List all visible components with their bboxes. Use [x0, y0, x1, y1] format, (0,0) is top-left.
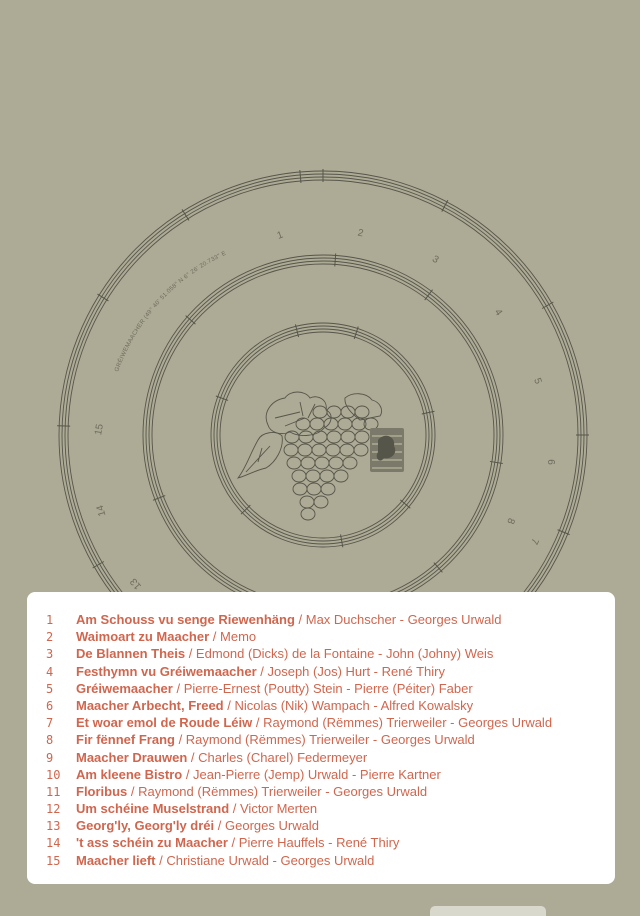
separator: /	[185, 645, 196, 662]
grape-berry	[355, 431, 369, 443]
track-number-label: 1	[276, 229, 285, 241]
track-number-label: 6	[545, 459, 556, 465]
grape-berry	[334, 470, 348, 482]
grape-berry	[292, 470, 306, 482]
track-credits: Raymond (Rëmmes) Trierweiler - Georges Urwald	[186, 731, 475, 748]
track-number: 2	[46, 629, 76, 646]
track-title: Festhymn vu Gréiwemaacher	[76, 663, 257, 680]
track-title: Et woar emol de Roude Léiw	[76, 714, 252, 731]
track-row[interactable]	[46, 817, 615, 834]
separator: /	[295, 611, 306, 628]
track-credits: Georges Urwald	[225, 817, 319, 834]
grape-berry	[284, 444, 298, 456]
track-numbers	[93, 228, 556, 592]
grape-berry	[306, 470, 320, 482]
separator: /	[173, 680, 184, 697]
track-credits: Raymond (Rëmmes) Trierweiler - Georges Urwald	[138, 783, 427, 800]
track-number: 4	[46, 664, 76, 681]
track-number-label: 13	[128, 575, 144, 591]
groove-ring	[143, 255, 503, 615]
track-marker	[442, 200, 448, 211]
track-number: 7	[46, 715, 76, 732]
track-number: 5	[46, 681, 76, 698]
track-marker	[153, 496, 165, 501]
track-number-label: 15	[93, 423, 106, 436]
track-credits: Edmond (Dicks) de la Fontaine - John (Johny) Weis	[196, 645, 493, 662]
separator: /	[224, 697, 235, 714]
grape-berry	[340, 444, 354, 456]
track-row[interactable]	[46, 731, 615, 748]
track-row[interactable]	[46, 852, 615, 869]
track-credits: Charles (Charel) Federmeyer	[198, 749, 367, 766]
track-title: Georg'ly, Georg'ly dréi	[76, 817, 214, 834]
grape-berry	[313, 431, 327, 443]
track-title: Maacher Drauwen	[76, 749, 187, 766]
track-row[interactable]	[46, 628, 615, 645]
grape-berry	[341, 431, 355, 443]
separator: /	[252, 714, 263, 731]
track-credits: Victor Merten	[240, 800, 317, 817]
separator: /	[182, 766, 193, 783]
track-number-label: 8	[504, 516, 516, 525]
track-row[interactable]	[46, 645, 615, 662]
track-number: 8	[46, 732, 76, 749]
grape-berry	[338, 418, 352, 430]
grape-berry	[315, 457, 329, 469]
track-number-label: 2	[357, 228, 365, 240]
track-marker	[241, 505, 250, 514]
grape-berry	[329, 457, 343, 469]
track-credits: Pierre-Ernest (Poutty) Stein - Pierre (Péiter) Faber	[184, 680, 473, 697]
track-credits: Jean-Pierre (Jemp) Urwald - Pierre Kartner	[193, 766, 441, 783]
grape-berry	[296, 418, 310, 430]
track-title: 't ass schéin zu Maacher	[76, 834, 228, 851]
bottom-handle[interactable]	[430, 906, 546, 916]
grape-cluster-icon	[238, 392, 404, 520]
groove-ring	[146, 258, 500, 612]
tracklist-card	[27, 592, 615, 884]
track-number: 15	[46, 853, 76, 870]
track-title: Am kleene Bistro	[76, 766, 182, 783]
track-row[interactable]	[46, 680, 615, 697]
separator: /	[209, 628, 220, 645]
grape-berry	[326, 444, 340, 456]
grape-berry	[301, 457, 315, 469]
track-credits: Pierre Hauffels - René Thiry	[239, 834, 400, 851]
track-title: Maacher lieft	[76, 852, 155, 869]
track-row[interactable]	[46, 800, 615, 817]
track-number-label: 4	[492, 307, 504, 318]
separator: /	[127, 783, 138, 800]
track-credits: Joseph (Jos) Hurt - René Thiry	[267, 663, 445, 680]
track-title: De Blannen Theis	[76, 645, 185, 662]
track-number-label: 3	[430, 254, 441, 267]
separator: /	[257, 663, 268, 680]
grape-berry	[327, 431, 341, 443]
grape-berry	[343, 457, 357, 469]
grape-berry	[293, 483, 307, 495]
grape-berry	[299, 431, 313, 443]
separator: /	[214, 817, 225, 834]
grape-berry	[313, 406, 327, 418]
separator: /	[155, 852, 166, 869]
track-title: Maacher Arbecht, Freed	[76, 697, 224, 714]
track-number-label: 14	[95, 503, 109, 517]
track-number: 1	[46, 612, 76, 629]
separator: /	[187, 749, 198, 766]
grape-berry	[355, 406, 369, 418]
grape-berry	[310, 418, 324, 430]
track-row[interactable]	[46, 611, 615, 628]
track-row[interactable]	[46, 714, 615, 731]
track-credits: Max Duchscher - Georges Urwald	[306, 611, 502, 628]
grape-berry	[321, 483, 335, 495]
grape-berry	[301, 508, 315, 520]
track-number: 13	[46, 818, 76, 835]
grape-berry	[314, 496, 328, 508]
track-number: 9	[46, 750, 76, 767]
track-row[interactable]	[46, 749, 615, 766]
separator: /	[175, 731, 186, 748]
grape-berry	[300, 496, 314, 508]
coordinates-label: GRÉIWEMAACHER (49° 40' 51.058" N 6° 26' 20.733" E	[0, 0, 227, 373]
groove-ring	[149, 261, 497, 609]
track-marker	[558, 530, 570, 535]
track-number: 6	[46, 698, 76, 715]
track-credits: Nicolas (Nik) Wampach - Alfred Kowalsky	[234, 697, 473, 714]
track-credits: Raymond (Rëmmes) Trierweiler - Georges Urwald	[263, 714, 552, 731]
track-row[interactable]	[46, 783, 615, 800]
groove-ring	[152, 264, 494, 606]
track-number: 11	[46, 784, 76, 801]
grape-berry	[307, 483, 321, 495]
grape-berry	[312, 444, 326, 456]
track-number-label: 5	[531, 377, 543, 386]
separator: /	[228, 834, 239, 851]
track-number: 10	[46, 767, 76, 784]
track-number: 3	[46, 646, 76, 663]
track-number: 14	[46, 835, 76, 852]
track-title: Um schéine Muselstrand	[76, 800, 229, 817]
track-row[interactable]	[46, 766, 615, 783]
track-marker	[216, 396, 228, 400]
separator: /	[229, 800, 240, 817]
grape-berry	[287, 457, 301, 469]
track-title: Am Schouss vu senge Riewenhäng	[76, 611, 295, 628]
track-title: Waimoart zu Maacher	[76, 628, 209, 645]
track-credits: Christiane Urwald - Georges Urwald	[166, 852, 374, 869]
track-row[interactable]	[46, 663, 615, 680]
track-row[interactable]	[46, 834, 615, 851]
track-title: Floribus	[76, 783, 127, 800]
track-row[interactable]	[46, 697, 615, 714]
track-title: Fir fënnef Frang	[76, 731, 175, 748]
grape-berry	[320, 470, 334, 482]
track-credits: Memo	[220, 628, 256, 645]
track-number-label: 7	[528, 536, 541, 546]
track-number: 12	[46, 801, 76, 818]
grape-berry	[354, 444, 368, 456]
track-title: Gréiwemaacher	[76, 680, 173, 697]
grape-berry	[298, 444, 312, 456]
